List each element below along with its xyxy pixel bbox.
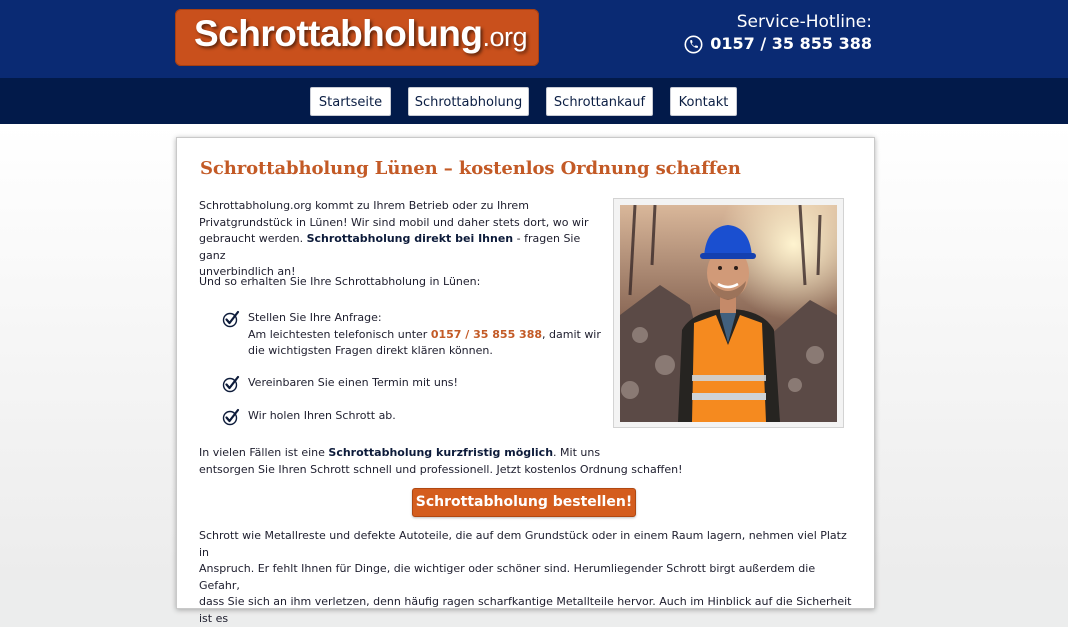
intro-line: unverbindlich an! [199, 265, 296, 278]
worker-image [620, 205, 837, 422]
body-line: dass Sie sich an ihm verletzen, denn häufig ragen scharfkantige Metallteile hervor. Auch im Hinblick auf die Sicherheit ist es [199, 595, 852, 625]
intro-text: - fragen Sie ganz [199, 232, 581, 262]
checkmark-icon [222, 375, 240, 393]
step-detail: die wichtigsten Fragen direkt klären können. [248, 344, 493, 357]
page-title: Schrottabholung Lünen – kostenlos Ordnung schaffen [200, 158, 741, 179]
nav-item-startseite[interactable]: Startseite [310, 87, 391, 116]
checkmark-icon [222, 408, 240, 426]
logo-main: Schrottabholung [194, 13, 483, 54]
step-text: Am leichtesten telefonisch unter [248, 327, 431, 341]
fast-bold: Schrottabholung kurzfristig möglich [328, 446, 554, 459]
hotline-label: Service-Hotline: [736, 12, 872, 32]
intro-line [199, 231, 599, 264]
fast-text: . Mit uns [553, 446, 601, 459]
checkmark-icon [222, 310, 240, 328]
nav-item-schrottabholung[interactable]: Schrottabholung [408, 87, 529, 116]
logo-text [194, 13, 527, 55]
service-hotline [684, 11, 872, 55]
intro-bold: Schrottabholung direkt bei Ihnen [306, 232, 514, 245]
content-card [176, 137, 875, 625]
fast-line: entsorgen Sie Ihren Schrott schnell und professionell. Jetzt kostenlos Ordnung schaffen! [199, 462, 683, 476]
step-item: Wir holen Ihren Schrott ab. [248, 409, 396, 422]
nav-item-kontakt[interactable]: Kontakt [670, 87, 737, 116]
step-title: Stellen Sie Ihre Anfrage: [248, 311, 382, 324]
steps-intro: Und so erhalten Sie Ihre Schrottabholung in Lünen: [199, 275, 481, 288]
step-item [248, 310, 601, 360]
site-header [0, 0, 1068, 78]
hotline-number[interactable]: 0157 / 35 855 388 [710, 34, 872, 53]
fast-line [199, 445, 859, 462]
fast-paragraph [199, 445, 859, 478]
intro-line: Schrottabholung.org kommt zu Ihrem Betrieb oder zu Ihrem [199, 199, 529, 212]
step-item: Vereinbaren Sie einen Termin mit uns! [248, 376, 458, 389]
intro-line: Privatgrundstück in Lünen! Wir sind mobil und daher stets dort, wo wir [199, 215, 589, 229]
phone-icon [684, 35, 703, 54]
logo-tld: .org [482, 22, 527, 52]
worker-photo [613, 198, 844, 428]
main-navigation [0, 78, 1068, 124]
order-button[interactable]: Schrottabholung bestellen! [412, 488, 636, 517]
body-line: Schrott wie Metallreste und defekte Autoteile, die auf dem Grundstück oder in einem Raum lagern, nehmen viel Platz in [199, 529, 847, 559]
step-detail [248, 327, 601, 344]
intro-text: gebraucht werden. [199, 232, 307, 245]
intro-paragraph [199, 198, 599, 281]
step-phone-link[interactable]: 0157 / 35 855 388 [430, 327, 543, 341]
nav-item-schrottankauf[interactable]: Schrottankauf [546, 87, 653, 116]
hotline-number-row[interactable] [684, 33, 872, 55]
fast-text: In vielen Fällen ist eine [199, 446, 329, 459]
site-logo[interactable] [175, 9, 539, 66]
step-text: , damit wir [542, 327, 601, 341]
body-paragraph [199, 528, 859, 627]
body-line: Anspruch. Er fehlt Ihnen für Dinge, die wichtiger oder schöner sind. Herumliegender Schrott birgt außerdem die Gefahr, [199, 562, 816, 592]
